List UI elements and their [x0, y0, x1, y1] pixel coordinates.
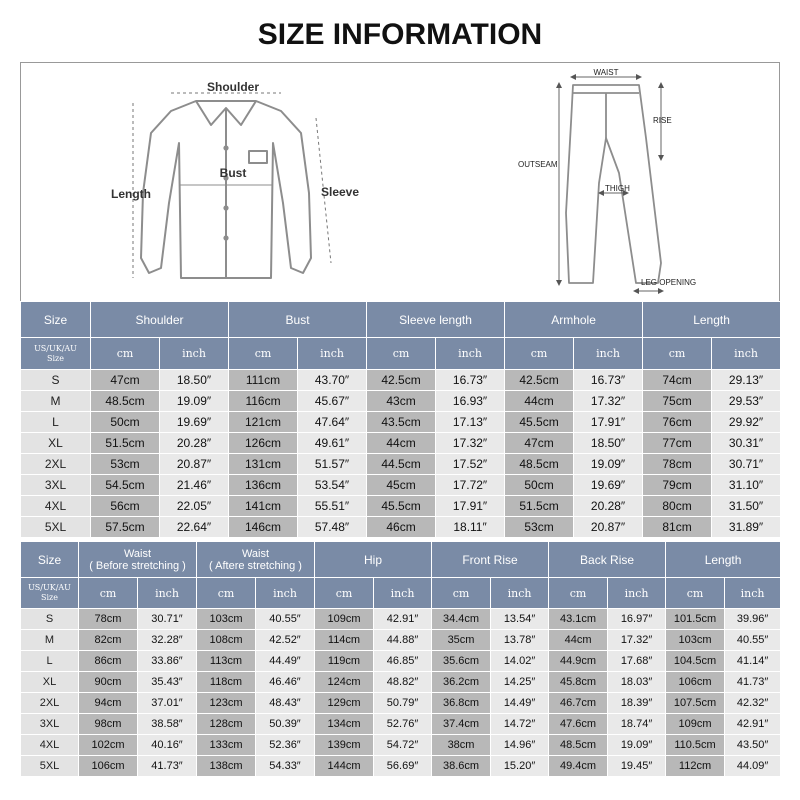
column-header: Front Rise	[432, 542, 549, 578]
cm-value-cell: 78cm	[79, 609, 138, 630]
cm-value-cell: 82cm	[79, 630, 138, 651]
cm-value-cell: 116cm	[229, 391, 298, 412]
cm-value-cell: 106cm	[666, 672, 725, 693]
column-header: Waist ( Aftere stretching )	[197, 542, 315, 578]
cm-value-cell: 94cm	[79, 693, 138, 714]
unit-inch: inch	[374, 578, 432, 609]
cm-value-cell: 56cm	[91, 496, 160, 517]
cm-value-cell: 51.5cm	[505, 496, 574, 517]
inch-value-cell: 15.20″	[491, 756, 549, 777]
size-cell: 2XL	[21, 454, 91, 475]
cm-value-cell: 45.5cm	[367, 496, 436, 517]
inch-value-cell: 30.71″	[138, 609, 197, 630]
cm-value-cell: 138cm	[197, 756, 256, 777]
shirt-illustration	[141, 101, 311, 278]
inch-value-cell: 41.14″	[725, 651, 781, 672]
column-header: Shoulder	[91, 302, 229, 338]
table-row	[21, 630, 781, 651]
unit-cm: cm	[91, 338, 160, 370]
cm-value-cell: 146cm	[229, 517, 298, 538]
inch-value-cell: 29.53″	[712, 391, 781, 412]
cm-value-cell: 134cm	[315, 714, 374, 735]
cm-value-cell: 102cm	[79, 735, 138, 756]
cm-value-cell: 123cm	[197, 693, 256, 714]
cm-value-cell: 42.5cm	[505, 370, 574, 391]
unit-inch: inch	[256, 578, 315, 609]
inch-value-cell: 38.58″	[138, 714, 197, 735]
inch-value-cell: 43.50″	[725, 735, 781, 756]
cm-value-cell: 47.6cm	[549, 714, 608, 735]
inch-value-cell: 42.91″	[374, 609, 432, 630]
table-row	[21, 672, 781, 693]
cm-value-cell: 54.5cm	[91, 475, 160, 496]
inch-value-cell: 19.09″	[160, 391, 229, 412]
cm-value-cell: 44cm	[505, 391, 574, 412]
cm-value-cell: 131cm	[229, 454, 298, 475]
cm-value-cell: 53cm	[91, 454, 160, 475]
unit-cm: cm	[79, 578, 138, 609]
inch-value-cell: 50.39″	[256, 714, 315, 735]
column-header: Sleeve length	[367, 302, 505, 338]
outseam-label: OUTSEAM	[518, 160, 558, 169]
table-row	[21, 609, 781, 630]
inch-value-cell: 42.52″	[256, 630, 315, 651]
thigh-label: THIGH	[605, 184, 630, 193]
cm-value-cell: 114cm	[315, 630, 374, 651]
cm-value-cell: 104.5cm	[666, 651, 725, 672]
inch-value-cell: 29.13″	[712, 370, 781, 391]
inch-value-cell: 17.91″	[574, 412, 643, 433]
size-cell: S	[21, 609, 79, 630]
table-unit-row	[21, 578, 781, 609]
sleeve-label: Sleeve	[321, 185, 360, 199]
inch-value-cell: 18.39″	[608, 693, 666, 714]
unit-inch: inch	[712, 338, 781, 370]
cm-value-cell: 86cm	[79, 651, 138, 672]
column-header: Bust	[229, 302, 367, 338]
column-header: Waist ( Before stretching )	[79, 542, 197, 578]
inch-value-cell: 17.32″	[608, 630, 666, 651]
size-cell: 5XL	[21, 756, 79, 777]
size-header: Size	[21, 302, 91, 338]
column-header: Length	[643, 302, 781, 338]
unit-cm: cm	[643, 338, 712, 370]
inch-value-cell: 17.68″	[608, 651, 666, 672]
table-row	[21, 391, 781, 412]
inch-value-cell: 17.52″	[436, 454, 505, 475]
inch-value-cell: 48.43″	[256, 693, 315, 714]
inch-value-cell: 52.36″	[256, 735, 315, 756]
inch-value-cell: 18.50″	[160, 370, 229, 391]
inch-value-cell: 39.96″	[725, 609, 781, 630]
inch-value-cell: 41.73″	[138, 756, 197, 777]
inch-value-cell: 29.92″	[712, 412, 781, 433]
cm-value-cell: 47cm	[505, 433, 574, 454]
cm-value-cell: 103cm	[197, 609, 256, 630]
shoulder-label: Shoulder	[206, 80, 260, 94]
cm-value-cell: 38cm	[432, 735, 491, 756]
cm-value-cell: 38.6cm	[432, 756, 491, 777]
table-row	[21, 756, 781, 777]
inch-value-cell: 51.57″	[298, 454, 367, 475]
unit-cm: cm	[315, 578, 374, 609]
inch-value-cell: 18.74″	[608, 714, 666, 735]
cm-value-cell: 50cm	[91, 412, 160, 433]
bust-label: Bust	[219, 166, 247, 180]
cm-value-cell: 42.5cm	[367, 370, 436, 391]
inch-value-cell: 56.69″	[374, 756, 432, 777]
inch-value-cell: 16.93″	[436, 391, 505, 412]
inch-value-cell: 20.87″	[574, 517, 643, 538]
table-header-row	[21, 302, 781, 338]
inch-value-cell: 16.73″	[574, 370, 643, 391]
column-header: Armhole	[505, 302, 643, 338]
cm-value-cell: 106cm	[79, 756, 138, 777]
cm-value-cell: 51.5cm	[91, 433, 160, 454]
inch-value-cell: 32.28″	[138, 630, 197, 651]
cm-value-cell: 121cm	[229, 412, 298, 433]
unit-cm: cm	[197, 578, 256, 609]
cm-value-cell: 108cm	[197, 630, 256, 651]
table-row	[21, 454, 781, 475]
inch-value-cell: 13.78″	[491, 630, 549, 651]
cm-value-cell: 74cm	[643, 370, 712, 391]
table-row	[21, 475, 781, 496]
inch-value-cell: 53.54″	[298, 475, 367, 496]
top-size-table	[20, 301, 781, 538]
table-header-row	[21, 542, 781, 578]
size-cell: S	[21, 370, 91, 391]
inch-value-cell: 35.43″	[138, 672, 197, 693]
inch-value-cell: 47.64″	[298, 412, 367, 433]
inch-value-cell: 55.51″	[298, 496, 367, 517]
inch-value-cell: 31.89″	[712, 517, 781, 538]
inch-value-cell: 52.76″	[374, 714, 432, 735]
cm-value-cell: 81cm	[643, 517, 712, 538]
inch-value-cell: 41.73″	[725, 672, 781, 693]
cm-value-cell: 48.5cm	[549, 735, 608, 756]
cm-value-cell: 126cm	[229, 433, 298, 454]
inch-value-cell: 17.32″	[574, 391, 643, 412]
cm-value-cell: 98cm	[79, 714, 138, 735]
inch-value-cell: 54.33″	[256, 756, 315, 777]
column-header: Hip	[315, 542, 432, 578]
cm-value-cell: 45.5cm	[505, 412, 574, 433]
inch-value-cell: 30.31″	[712, 433, 781, 454]
size-cell: XL	[21, 433, 91, 454]
size-cell: 3XL	[21, 475, 91, 496]
inch-value-cell: 14.49″	[491, 693, 549, 714]
cm-value-cell: 36.8cm	[432, 693, 491, 714]
unit-inch: inch	[298, 338, 367, 370]
cm-value-cell: 128cm	[197, 714, 256, 735]
rise-label: RISE	[653, 116, 672, 125]
size-cell: 2XL	[21, 693, 79, 714]
cm-value-cell: 57.5cm	[91, 517, 160, 538]
inch-value-cell: 31.10″	[712, 475, 781, 496]
inch-value-cell: 31.50″	[712, 496, 781, 517]
inch-value-cell: 44.09″	[725, 756, 781, 777]
inch-value-cell: 22.05″	[160, 496, 229, 517]
inch-value-cell: 17.13″	[436, 412, 505, 433]
inch-value-cell: 49.61″	[298, 433, 367, 454]
cm-value-cell: 48.5cm	[505, 454, 574, 475]
unit-inch: inch	[491, 578, 549, 609]
inch-value-cell: 37.01″	[138, 693, 197, 714]
unit-cm: cm	[229, 338, 298, 370]
inch-value-cell: 18.03″	[608, 672, 666, 693]
cm-value-cell: 113cm	[197, 651, 256, 672]
size-cell: 3XL	[21, 714, 79, 735]
size-standard-label: US/UK/AU Size	[21, 338, 91, 370]
inch-value-cell: 22.64″	[160, 517, 229, 538]
table-row	[21, 693, 781, 714]
bottom-size-table	[20, 541, 781, 777]
inch-value-cell: 19.69″	[574, 475, 643, 496]
cm-value-cell: 43cm	[367, 391, 436, 412]
cm-value-cell: 44.9cm	[549, 651, 608, 672]
inch-value-cell: 14.25″	[491, 672, 549, 693]
column-header: Back Rise	[549, 542, 666, 578]
cm-value-cell: 78cm	[643, 454, 712, 475]
table-row	[21, 517, 781, 538]
size-cell: 5XL	[21, 517, 91, 538]
inch-value-cell: 19.09″	[574, 454, 643, 475]
cm-value-cell: 124cm	[315, 672, 374, 693]
unit-cm: cm	[505, 338, 574, 370]
leg-opening-label: LEG OPENING	[641, 278, 697, 287]
inch-value-cell: 19.09″	[608, 735, 666, 756]
inch-value-cell: 20.28″	[574, 496, 643, 517]
size-standard-label: US/UK/AU Size	[21, 578, 79, 609]
size-cell: L	[21, 651, 79, 672]
inch-value-cell: 21.46″	[160, 475, 229, 496]
inch-value-cell: 40.16″	[138, 735, 197, 756]
table-row	[21, 370, 781, 391]
unit-inch: inch	[436, 338, 505, 370]
cm-value-cell: 112cm	[666, 756, 725, 777]
inch-value-cell: 16.97″	[608, 609, 666, 630]
cm-value-cell: 45cm	[367, 475, 436, 496]
inch-value-cell: 57.48″	[298, 517, 367, 538]
cm-value-cell: 43.5cm	[367, 412, 436, 433]
size-cell: M	[21, 391, 91, 412]
cm-value-cell: 141cm	[229, 496, 298, 517]
table-row	[21, 412, 781, 433]
inch-value-cell: 46.85″	[374, 651, 432, 672]
cm-value-cell: 103cm	[666, 630, 725, 651]
table-row	[21, 651, 781, 672]
cm-value-cell: 129cm	[315, 693, 374, 714]
cm-value-cell: 101.5cm	[666, 609, 725, 630]
cm-value-cell: 79cm	[643, 475, 712, 496]
size-cell: XL	[21, 672, 79, 693]
inch-value-cell: 40.55″	[725, 630, 781, 651]
cm-value-cell: 44cm	[367, 433, 436, 454]
cm-value-cell: 111cm	[229, 370, 298, 391]
cm-value-cell: 36.2cm	[432, 672, 491, 693]
inch-value-cell: 20.28″	[160, 433, 229, 454]
cm-value-cell: 34.4cm	[432, 609, 491, 630]
unit-cm: cm	[367, 338, 436, 370]
cm-value-cell: 46cm	[367, 517, 436, 538]
size-diagram	[20, 62, 780, 302]
unit-inch: inch	[160, 338, 229, 370]
cm-value-cell: 80cm	[643, 496, 712, 517]
inch-value-cell: 14.96″	[491, 735, 549, 756]
inch-value-cell: 43.70″	[298, 370, 367, 391]
inch-value-cell: 46.46″	[256, 672, 315, 693]
inch-value-cell: 33.86″	[138, 651, 197, 672]
inch-value-cell: 13.54″	[491, 609, 549, 630]
table-unit-row	[21, 338, 781, 370]
cm-value-cell: 110.5cm	[666, 735, 725, 756]
unit-cm: cm	[549, 578, 608, 609]
inch-value-cell: 14.72″	[491, 714, 549, 735]
size-cell: 4XL	[21, 496, 91, 517]
cm-value-cell: 90cm	[79, 672, 138, 693]
inch-value-cell: 54.72″	[374, 735, 432, 756]
cm-value-cell: 75cm	[643, 391, 712, 412]
cm-value-cell: 48.5cm	[91, 391, 160, 412]
inch-value-cell: 40.55″	[256, 609, 315, 630]
size-header: Size	[21, 542, 79, 578]
size-cell: 4XL	[21, 735, 79, 756]
unit-inch: inch	[574, 338, 643, 370]
waist-label: WAIST	[593, 68, 619, 77]
length-label: Length	[111, 187, 151, 201]
inch-value-cell: 18.11″	[436, 517, 505, 538]
cm-value-cell: 77cm	[643, 433, 712, 454]
cm-value-cell: 119cm	[315, 651, 374, 672]
size-cell: M	[21, 630, 79, 651]
cm-value-cell: 44cm	[549, 630, 608, 651]
inch-value-cell: 17.72″	[436, 475, 505, 496]
page-title: SIZE INFORMATION	[257, 18, 543, 51]
table-row	[21, 496, 781, 517]
inch-value-cell: 17.32″	[436, 433, 505, 454]
size-cell: L	[21, 412, 91, 433]
cm-value-cell: 107.5cm	[666, 693, 725, 714]
inch-value-cell: 44.49″	[256, 651, 315, 672]
inch-value-cell: 42.91″	[725, 714, 781, 735]
inch-value-cell: 48.82″	[374, 672, 432, 693]
inch-value-cell: 45.67″	[298, 391, 367, 412]
cm-value-cell: 50cm	[505, 475, 574, 496]
cm-value-cell: 109cm	[666, 714, 725, 735]
cm-value-cell: 53cm	[505, 517, 574, 538]
cm-value-cell: 133cm	[197, 735, 256, 756]
cm-value-cell: 45.8cm	[549, 672, 608, 693]
cm-value-cell: 46.7cm	[549, 693, 608, 714]
cm-value-cell: 118cm	[197, 672, 256, 693]
cm-value-cell: 47cm	[91, 370, 160, 391]
cm-value-cell: 136cm	[229, 475, 298, 496]
table-row	[21, 735, 781, 756]
cm-value-cell: 43.1cm	[549, 609, 608, 630]
inch-value-cell: 42.32″	[725, 693, 781, 714]
inch-value-cell: 20.87″	[160, 454, 229, 475]
inch-value-cell: 19.69″	[160, 412, 229, 433]
cm-value-cell: 76cm	[643, 412, 712, 433]
cm-value-cell: 109cm	[315, 609, 374, 630]
inch-value-cell: 44.88″	[374, 630, 432, 651]
inch-value-cell: 14.02″	[491, 651, 549, 672]
cm-value-cell: 144cm	[315, 756, 374, 777]
cm-value-cell: 37.4cm	[432, 714, 491, 735]
measurement-illustration	[21, 63, 781, 303]
cm-value-cell: 35.6cm	[432, 651, 491, 672]
cm-value-cell: 139cm	[315, 735, 374, 756]
inch-value-cell: 18.50″	[574, 433, 643, 454]
column-header: Length	[666, 542, 781, 578]
table-row	[21, 433, 781, 454]
cm-value-cell: 49.4cm	[549, 756, 608, 777]
inch-value-cell: 16.73″	[436, 370, 505, 391]
unit-inch: inch	[608, 578, 666, 609]
unit-cm: cm	[666, 578, 725, 609]
unit-cm: cm	[432, 578, 491, 609]
unit-inch: inch	[725, 578, 781, 609]
table-row	[21, 714, 781, 735]
unit-inch: inch	[138, 578, 197, 609]
cm-value-cell: 35cm	[432, 630, 491, 651]
inch-value-cell: 30.71″	[712, 454, 781, 475]
cm-value-cell: 44.5cm	[367, 454, 436, 475]
inch-value-cell: 17.91″	[436, 496, 505, 517]
inch-value-cell: 19.45″	[608, 756, 666, 777]
inch-value-cell: 50.79″	[374, 693, 432, 714]
